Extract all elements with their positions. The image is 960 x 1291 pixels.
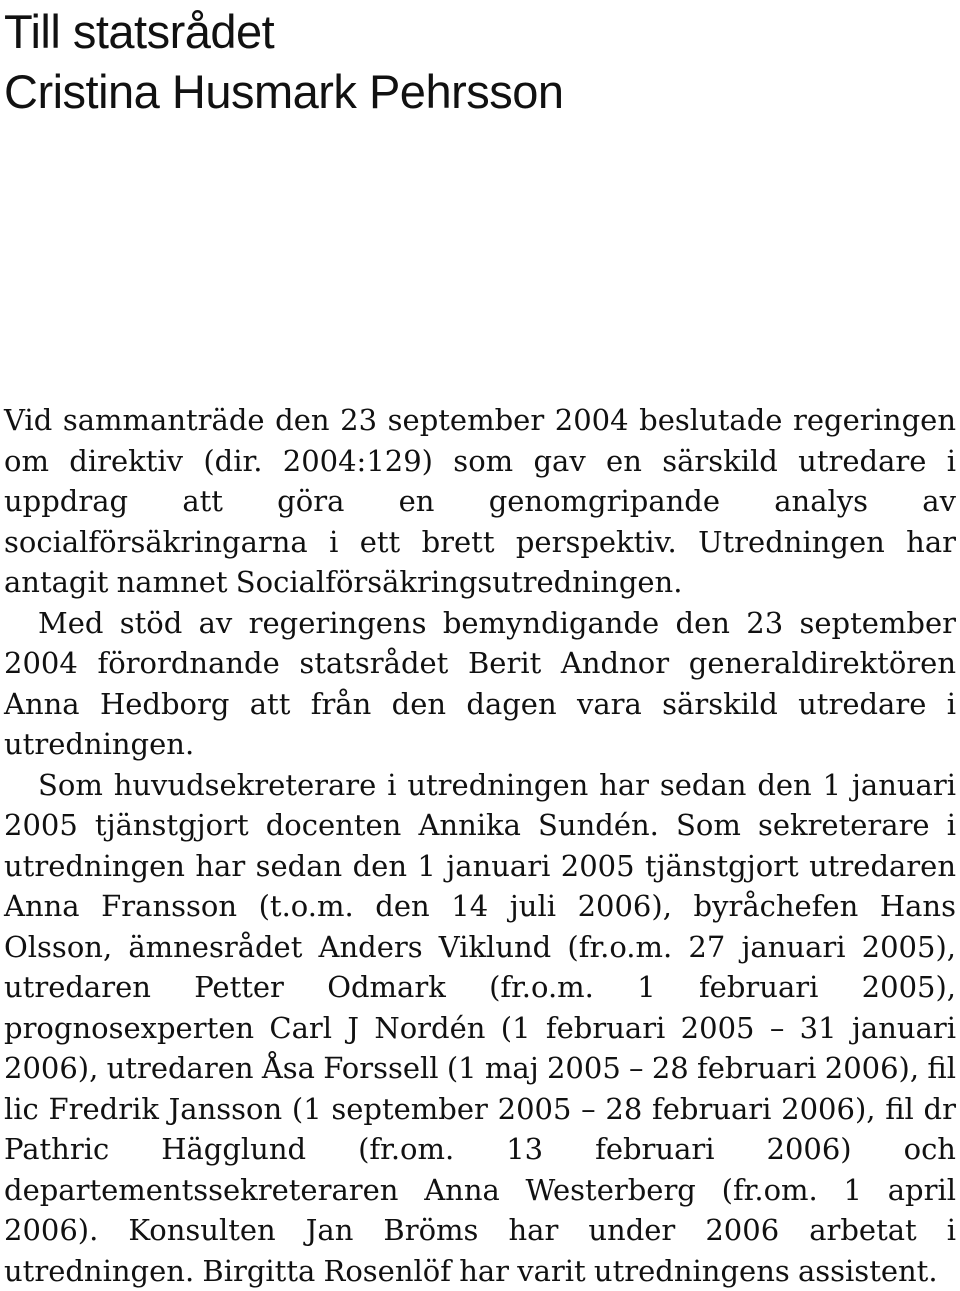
heading-line-name: Cristina Husmark Pehrsson: [4, 62, 564, 122]
paragraph-appointment: Med stöd av regeringens bemyndigande den 23 september 2004 förordnande statsrådet Berit Andnor generaldirektören Anna Hedborg att från den dagen vara särskild utredare i utredningen.: [4, 603, 956, 765]
letter-body: [4, 400, 956, 1291]
heading-line-title: Till statsrådet: [4, 2, 564, 62]
paragraph-directive: Vid sammanträde den 23 september 2004 beslutade regeringen om direktiv (dir. 2004:129) som gav en särskild utredare i uppdrag att göra en genomgripande analys av socialförsäkringarna i ett brett perspektiv. Utredningen har antagit namnet Socialförsäkringsutredningen.: [4, 400, 956, 603]
paragraph-secretariat: Som huvudsekreterare i utredningen har sedan den 1 januari 2005 tjänstgjort docenten Annika Sundén. Som sekreterare i utredningen har sedan den 1 januari 2005 tjänstgjort utredaren Anna Fransson (t.o.m. den 14 juli 2006), byråchefen Hans Olsson, ämnesrådet Anders Viklund (fr.o.m. 27 januari 2005), utredaren Petter Odmark (fr.o.m. 1 februari 2005), prognosexperten Carl J Nordén (1 februari 2005 – 31 januari 2006), utredaren Åsa Forssell (1 maj 2005 – 28 februari 2006), fil lic Fredrik Jansson (1 september 2005 – 28 februari 2006), fil dr Pathric Hägglund (fr.om. 13 februari 2006) och departementssekreteraren Anna Westerberg (fr.om. 1 april 2006). Konsulten Jan Bröms har under 2006 arbetat i utredningen. Birgitta Rosenlöf har varit utredningens assistent.: [4, 765, 956, 1291]
addressee-heading: [4, 2, 564, 122]
